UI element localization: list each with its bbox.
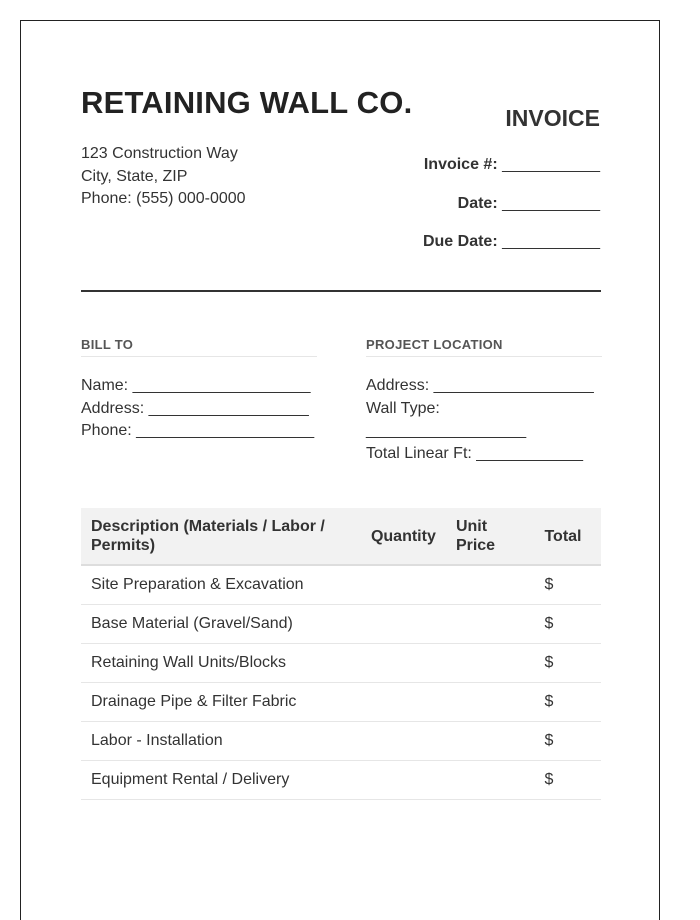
table-row: [81, 683, 601, 722]
invoice-due-date-row: [423, 232, 600, 271]
project-location-section: [366, 337, 602, 465]
company-address-line1: 123 Construction Way: [81, 145, 238, 162]
header-quantity: Quantity: [361, 508, 446, 565]
company-name: RETAINING WALL CO.: [81, 85, 413, 120]
table-row: [81, 565, 601, 605]
row-total[interactable]: $: [534, 683, 601, 722]
header-description: Description (Materials / Labor / Permits): [81, 508, 361, 565]
invoice-title: INVOICE: [505, 105, 600, 131]
bill-to-address-field[interactable]: Address: __________________: [81, 399, 309, 417]
line-items-table: [81, 508, 601, 800]
row-unit-price[interactable]: [446, 683, 535, 722]
wall-type-field[interactable]: __________________: [366, 422, 527, 439]
company-phone: Phone: (555) 000-0000: [81, 190, 246, 207]
header-total: Total: [534, 508, 601, 565]
project-address-field[interactable]: Address: __________________: [366, 377, 594, 394]
row-total[interactable]: $: [534, 565, 601, 605]
row-quantity[interactable]: [361, 605, 446, 644]
company-address-line2: City, State, ZIP: [81, 167, 188, 185]
project-location-title: PROJECT LOCATION: [366, 337, 602, 357]
table-header-row: [81, 508, 601, 565]
table-row: [81, 761, 601, 800]
invoice-number-label: Invoice #:: [423, 156, 498, 173]
invoice-due-date-field[interactable]: ___________: [502, 233, 600, 250]
bill-to-phone-field[interactable]: Phone: ____________________: [81, 422, 315, 439]
bill-to-title: BILL TO: [81, 337, 317, 357]
header-divider: [81, 290, 601, 292]
total-linear-ft-field[interactable]: Total Linear Ft: ____________: [366, 444, 584, 462]
row-description: Labor - Installation: [81, 722, 361, 761]
row-unit-price[interactable]: [446, 565, 535, 605]
bill-to-section: [81, 337, 317, 443]
header-unit-price: Unit Price: [446, 508, 535, 565]
row-description: Retaining Wall Units/Blocks: [81, 644, 361, 683]
row-unit-price[interactable]: [446, 761, 535, 800]
invoice-date-field[interactable]: ___________: [502, 194, 600, 212]
wall-type-label: Wall Type:: [366, 399, 440, 417]
table-row: [81, 722, 601, 761]
invoice-number-field[interactable]: ___________: [502, 156, 600, 173]
row-unit-price[interactable]: [446, 722, 535, 761]
invoice-due-date-label: Due Date:: [422, 233, 498, 250]
company-address-block: [81, 143, 246, 211]
row-description: Equipment Rental / Delivery: [81, 761, 361, 800]
row-description: Drainage Pipe & Filter Fabric: [81, 683, 361, 722]
invoice-date-row: [423, 194, 600, 233]
row-quantity[interactable]: [361, 565, 446, 605]
bill-to-name-field[interactable]: Name: ____________________: [81, 377, 311, 394]
row-unit-price[interactable]: [446, 605, 535, 644]
invoice-page: [20, 20, 660, 920]
invoice-meta: [423, 155, 600, 271]
table-row: [81, 644, 601, 683]
invoice-date-label: Date:: [457, 194, 498, 212]
row-quantity[interactable]: [361, 722, 446, 761]
row-unit-price[interactable]: [446, 644, 535, 683]
row-quantity[interactable]: [361, 761, 446, 800]
row-total[interactable]: $: [534, 605, 601, 644]
row-description: Base Material (Gravel/Sand): [81, 605, 361, 644]
invoice-number-row: [423, 155, 600, 194]
row-total[interactable]: $: [534, 644, 601, 683]
table-row: [81, 605, 601, 644]
row-quantity[interactable]: [361, 683, 446, 722]
row-total[interactable]: $: [534, 722, 601, 761]
row-description: Site Preparation & Excavation: [81, 565, 361, 605]
row-quantity[interactable]: [361, 644, 446, 683]
row-total[interactable]: $: [534, 761, 601, 800]
